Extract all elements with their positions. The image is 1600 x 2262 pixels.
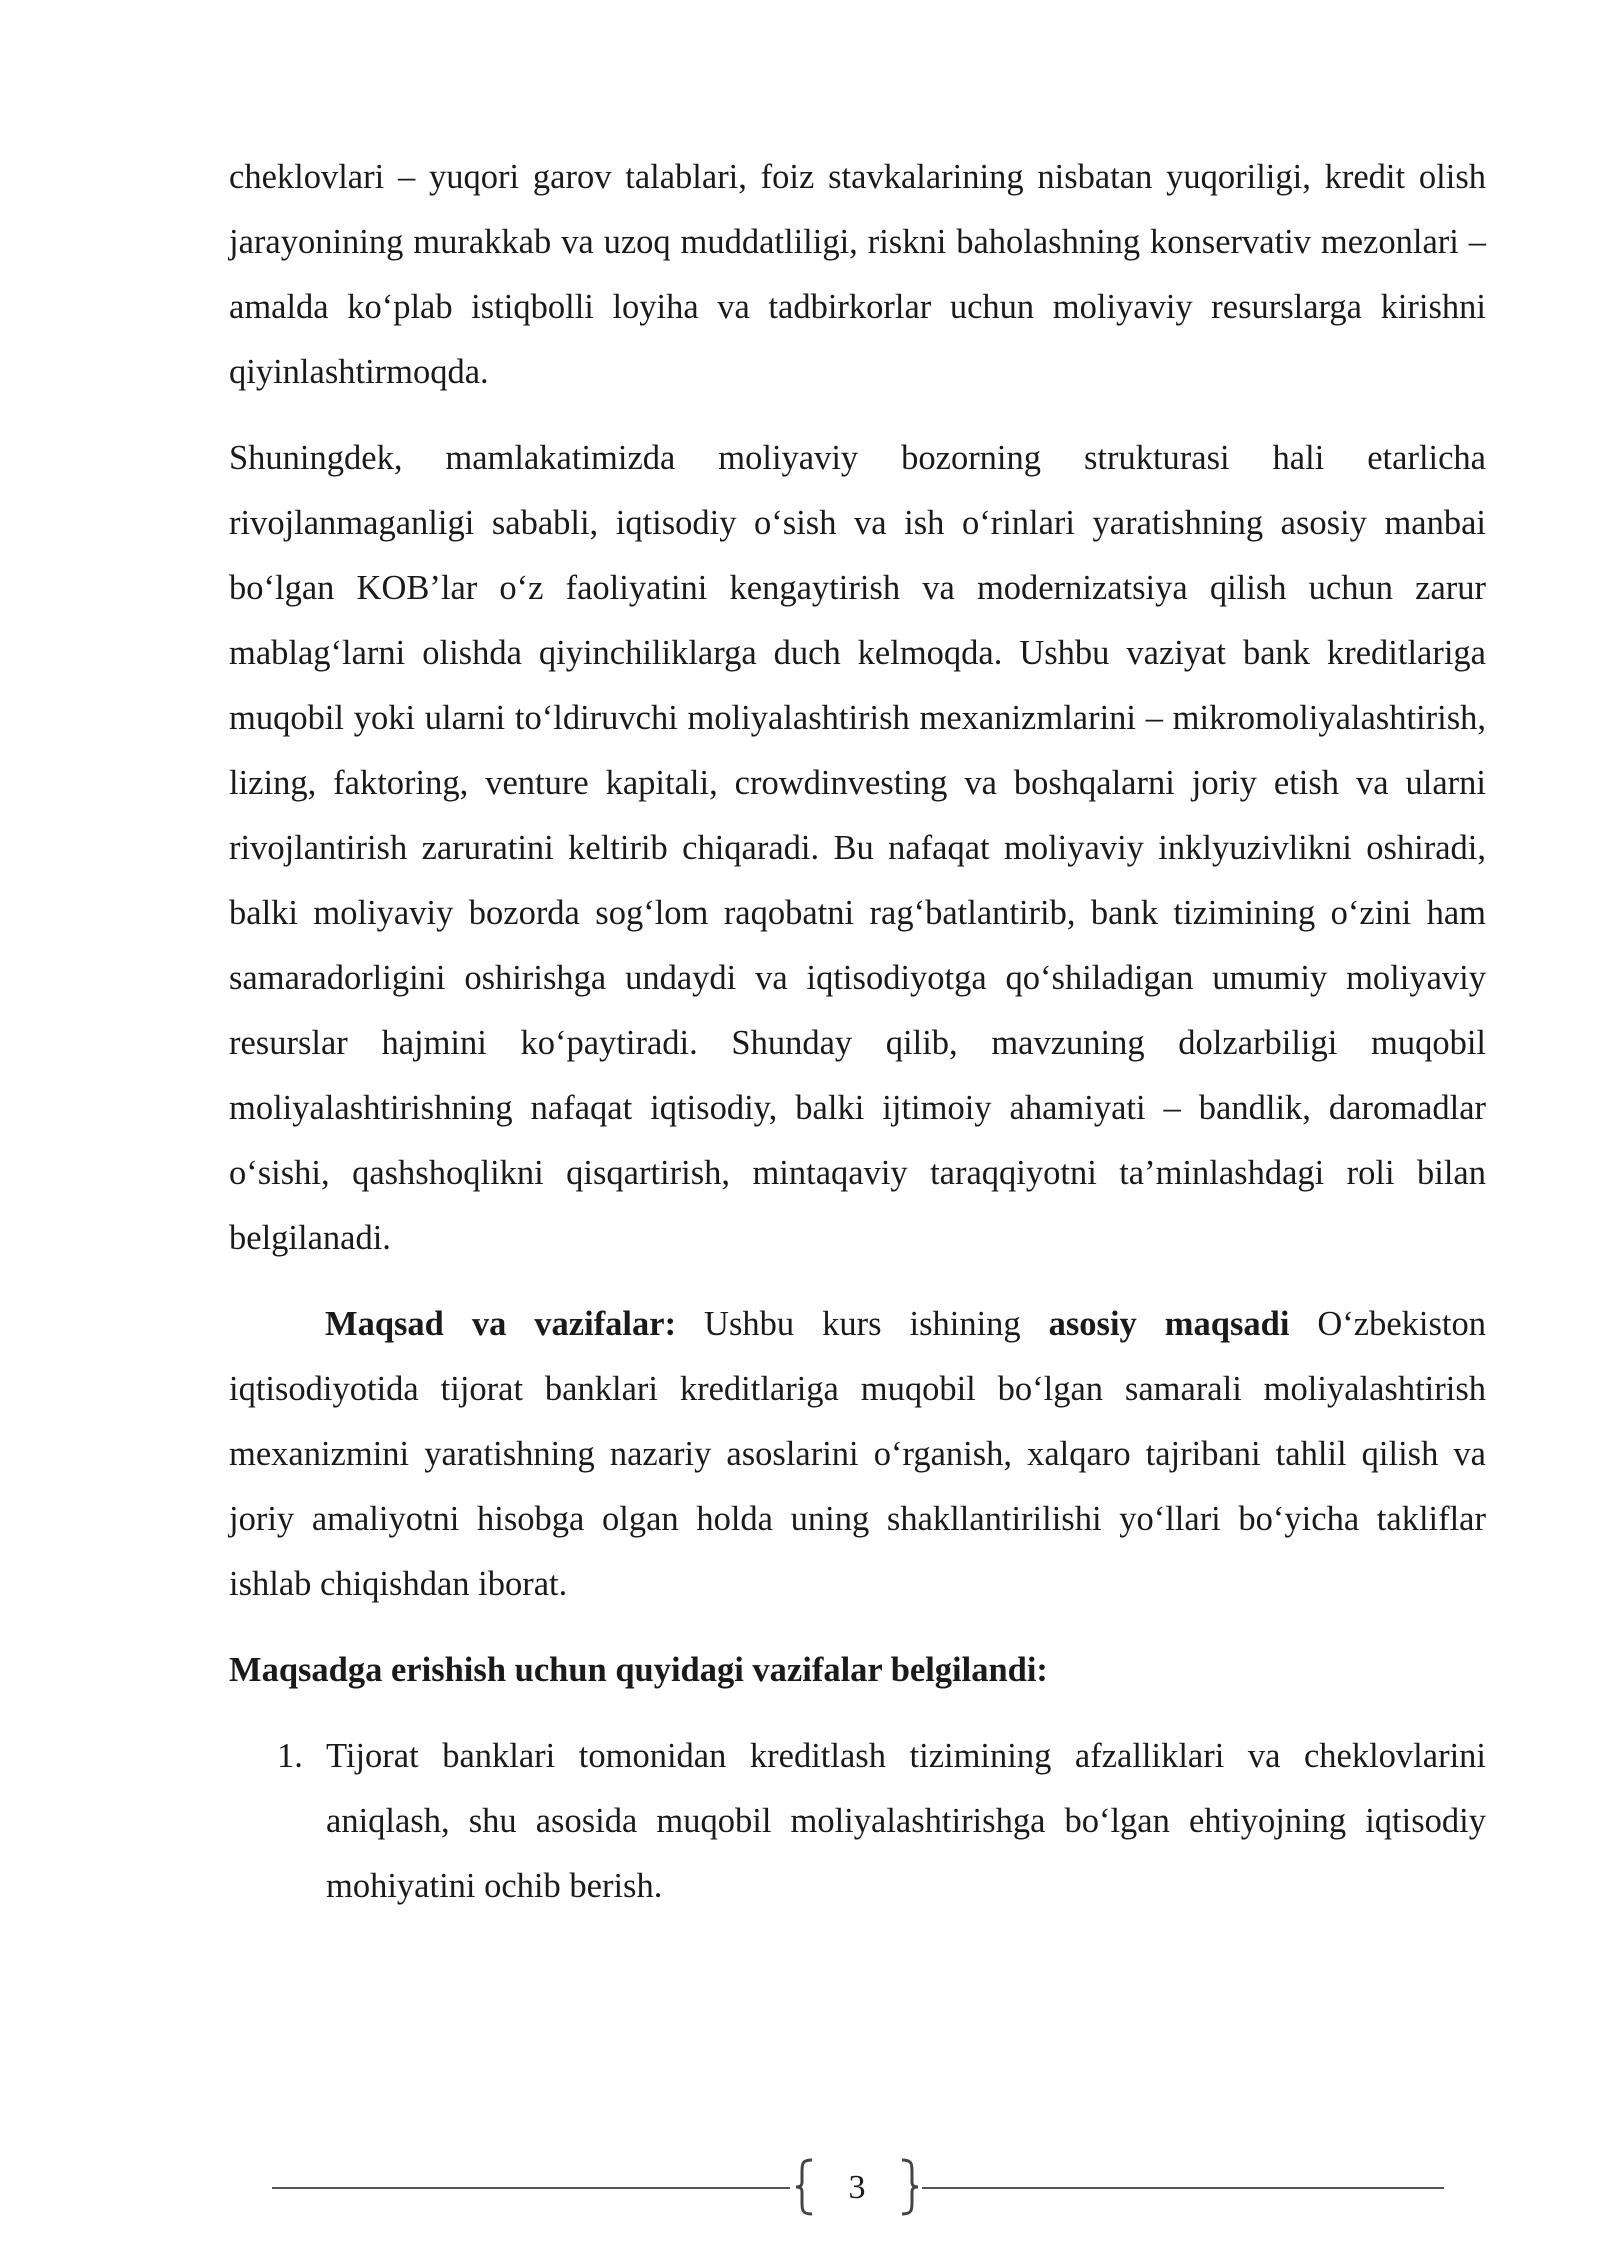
right-bracket-icon [898, 2158, 920, 2216]
list-item-number: 1. [277, 1737, 303, 1775]
paragraph-relevance: Shuningdek, mamlakatimizda moliyaviy bozorning strukturasi hali etarlicha rivojlanmaganligi sababli, iqtisodiy o‘sish va ish o‘rinlari yaratishning asosiy manbai bo‘lgan KOB’lar o‘z faoliyatini kengaytirish va modernizatsiya qilish uchun zarur mablag‘larni olishda qiyinchiliklarga duch kelmoqda. Ushbu vaziyat bank kreditlariga muqobil yoki ularni to‘ldiruvchi moliyalashtirish mexanizmlarini – mikromoliyalashtirish, lizing, faktoring, venture kapitali, crowdinvesting va boshqalarni joriy etish va ularni rivojlantirish zaruratini keltirib chiqaradi. Bu nafaqat moliyaviy inklyuzivlikni oshiradi, balki moliyaviy bozorda sog‘lom raqobatni rag‘batlantirib, bank tizimining o‘zini ham samaradorligini oshirishga undaydi va iqtisodiyotga qo‘shiladigan umumiy moliyaviy resurslar hajmini ko‘paytiradi. Shunday qilib, mavzuning dolzarbiligi muqobil moliyalashtirishning nafaqat iqtisodiy, balki ijtimoiy ahamiyati – bandlik, daromadlar o‘sishi, qashshoqlikni qisqartirish, mintaqaviy taraqqiyotni ta’minlashdagi roli bilan belgilanadi. [229, 439, 1486, 1257]
list-item [229, 1724, 1486, 1919]
footer-divider-right [922, 2187, 1444, 2189]
page-number: 3 [848, 2169, 866, 2206]
list-item-text: Tijorat banklari tomonidan kreditlash tizimining afzalliklari va cheklovlarini aniqlash, shu asosida muqobil moliyalashtirishga bo‘lgan ehtiyojning iqtisodiy mohiyatini ochib berish. [326, 1737, 1486, 1905]
footer-divider-left [272, 2187, 790, 2189]
left-bracket-icon [794, 2158, 816, 2216]
goals-text-b: O‘zbekiston iqtisodiyotida tijorat banklari kreditlariga muqobil bo‘lgan samarali moliyalashtirish mexanizmini yaratishning nazariy asoslarini o‘rganish, xalqaro tajribani tahlil qilish va joriy amaliyotni hisobga olgan holda uning shakllantirilishi yo‘llari bo‘yicha takliflar ishlab chiqishdan iborat. [229, 1305, 1486, 1603]
paragraph-goals [229, 1292, 1486, 1617]
paragraph-constraints: cheklovlari – yuqori garov talablari, foiz stavkalarining nisbatan yuqoriligi, kredit olish jarayonining murakkab va uzoq muddatliligi, riskni baholashning konservativ mezonlari – amalda ko‘plab istiqbolli loyiha va tadbirkorlar uchun moliyaviy resurslarga kirishni qiyinlashtirmoqda. [229, 158, 1486, 391]
page-footer [272, 2158, 1444, 2218]
tasks-list [229, 1724, 1486, 1919]
tasks-heading: Maqsadga erishish uchun quyidagi vazifalar belgilandi: [229, 1651, 1048, 1689]
page-content [229, 145, 1486, 1919]
goals-label: Maqsad va vazifalar: [325, 1305, 677, 1343]
goals-text-a: Ushbu kurs ishining [676, 1305, 1049, 1343]
goals-main-aim: asosiy maqsadi [1048, 1305, 1290, 1343]
